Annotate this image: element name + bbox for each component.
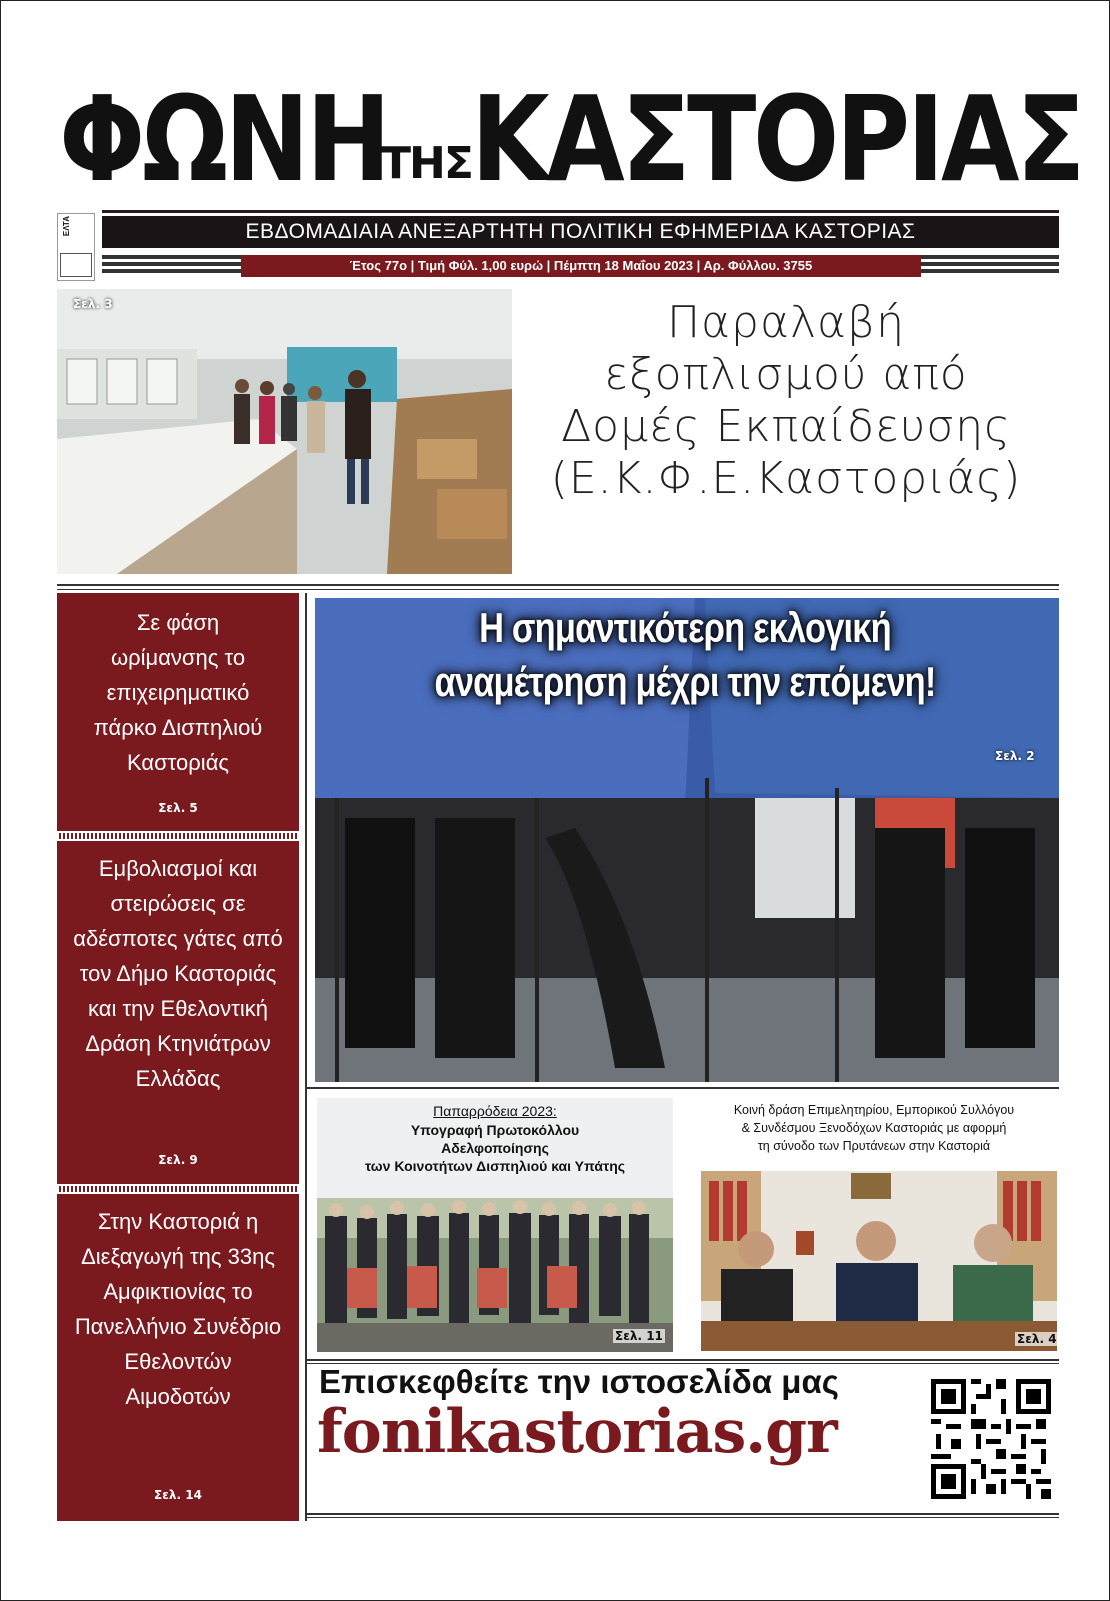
lead-headline-line: (Ε.Κ.Φ.Ε.Καστοριάς)	[550, 453, 1022, 504]
postal-stamp	[57, 213, 95, 281]
website-promo-title: Επισκεφθείτε την ιστοσελίδα μας	[319, 1363, 839, 1400]
qr-code[interactable]	[931, 1379, 1051, 1499]
story-left-title-line: Υπογραφή Πρωτοκόλλου	[410, 1122, 580, 1138]
story-right-caption	[691, 1101, 1057, 1155]
sidebar-story-page-ref: Σελ. 9	[158, 1153, 198, 1167]
story-right-title-line: τη σύνοδο των Πρυτάνεων στην Καστοριά	[757, 1139, 991, 1153]
main-headline-line: αναμέτρηση μέχρι την επόμενη!	[434, 658, 936, 705]
lead-headline	[521, 297, 1051, 505]
story-left-page-ref: Σελ. 11	[615, 1329, 663, 1343]
website-url[interactable]: fonikastorias.gr	[317, 1397, 837, 1467]
sidebar-story	[57, 1194, 299, 1521]
story-left-title-line: Αδελφοποίησης	[441, 1140, 549, 1156]
story-left-title-line: των Κοινοτήτων Δισπηλιού και Υπάτης	[364, 1158, 626, 1174]
masthead-title-part3: ΚΑΣΤΟΡΙΑΣ	[471, 70, 1083, 208]
main-headline-line: Η σημαντικότερη εκλογική	[479, 604, 891, 651]
sidebar-story	[57, 841, 299, 1184]
section-rule	[307, 1513, 1059, 1515]
story-left-kicker: Παπαρρόδεια 2023:	[433, 1103, 557, 1119]
sidebar-separator	[57, 833, 299, 839]
sidebar-story-text: Σε φάση ωρίμανσης το επιχειρηματικό πάρκο Δισπηλιού Καστοριάς	[93, 610, 263, 775]
masthead-rule	[102, 210, 1059, 213]
lead-headline-line: Δομές Εκπαίδευσης	[561, 401, 1011, 452]
section-rule	[307, 1517, 1059, 1518]
sidebar-story-page-ref: Σελ. 14	[154, 1488, 202, 1502]
sidebar-separator	[57, 1186, 299, 1192]
masthead-title-part2: ΤΗΣ	[381, 138, 472, 189]
postal-stamp-box	[60, 253, 92, 277]
main-headline	[382, 601, 989, 709]
lead-photo-classroom	[57, 289, 512, 574]
sidebar-story-text: Στην Καστοριά η Διεξαγωγή της 33ης Αμφικτιονίας το Πανελλήνιο Συνέδριο Εθελοντών Αιμοδοτών	[74, 1209, 282, 1409]
sidebar-story-text: Εμβολιασμοί και στειρώσεις σε αδέσποτες γάτες από τον Δήμο Καστοριάς και την Εθελοντική Δράση Κτηνιάτρων Ελλάδας	[73, 856, 283, 1091]
story-right-title-line: Κοινή δράση Επιμελητηρίου, Εμπορικού Συλλόγου	[733, 1103, 1015, 1117]
section-rule	[57, 584, 1059, 586]
sidebar-story-page-ref: Σελ. 5	[158, 801, 198, 815]
section-rule	[57, 589, 1059, 590]
story-right-page-ref: Σελ. 4	[1017, 1332, 1057, 1346]
story-right-title-line: & Συνδέσμου Ξενοδόχων Καστοριάς με αφορμή	[741, 1121, 1007, 1135]
issue-info: Έτος 77ο | Τιμή Φύλ. 1,00 ευρώ | Πέμπτη 18 Μαΐου 2023 | Αρ. Φύλλου. 3755	[241, 255, 921, 277]
masthead-stripes-left	[102, 255, 241, 279]
section-rule	[307, 1087, 1059, 1089]
story-left-caption	[317, 1101, 673, 1175]
sidebar-story	[57, 593, 299, 831]
column-rule	[305, 593, 307, 1521]
masthead-stripes-right	[921, 255, 1059, 279]
masthead-subtitle: ΕΒΔΟΜΑΔΙΑΙΑ ΑΝΕΞΑΡΤΗΤΗ ΠΟΛΙΤΙΚΗ ΕΦΗΜΕΡΙΔΑ ΚΑΣΤΟΡΙΑΣ	[102, 216, 1059, 248]
lead-headline-line: εξοπλισμού από	[604, 349, 968, 400]
lead-headline-line: Παραλαβή	[666, 297, 906, 348]
masthead	[59, 70, 1083, 208]
masthead-title-part1: ΦΩΝΗ	[59, 70, 388, 208]
section-rule	[307, 1359, 1059, 1361]
story-right-photo-meeting	[701, 1171, 1057, 1351]
main-page-ref: Σελ. 2	[995, 749, 1035, 763]
lead-page-ref: Σελ. 3	[73, 297, 113, 311]
postal-stamp-label: ΕΛΤΑ	[62, 216, 71, 237]
